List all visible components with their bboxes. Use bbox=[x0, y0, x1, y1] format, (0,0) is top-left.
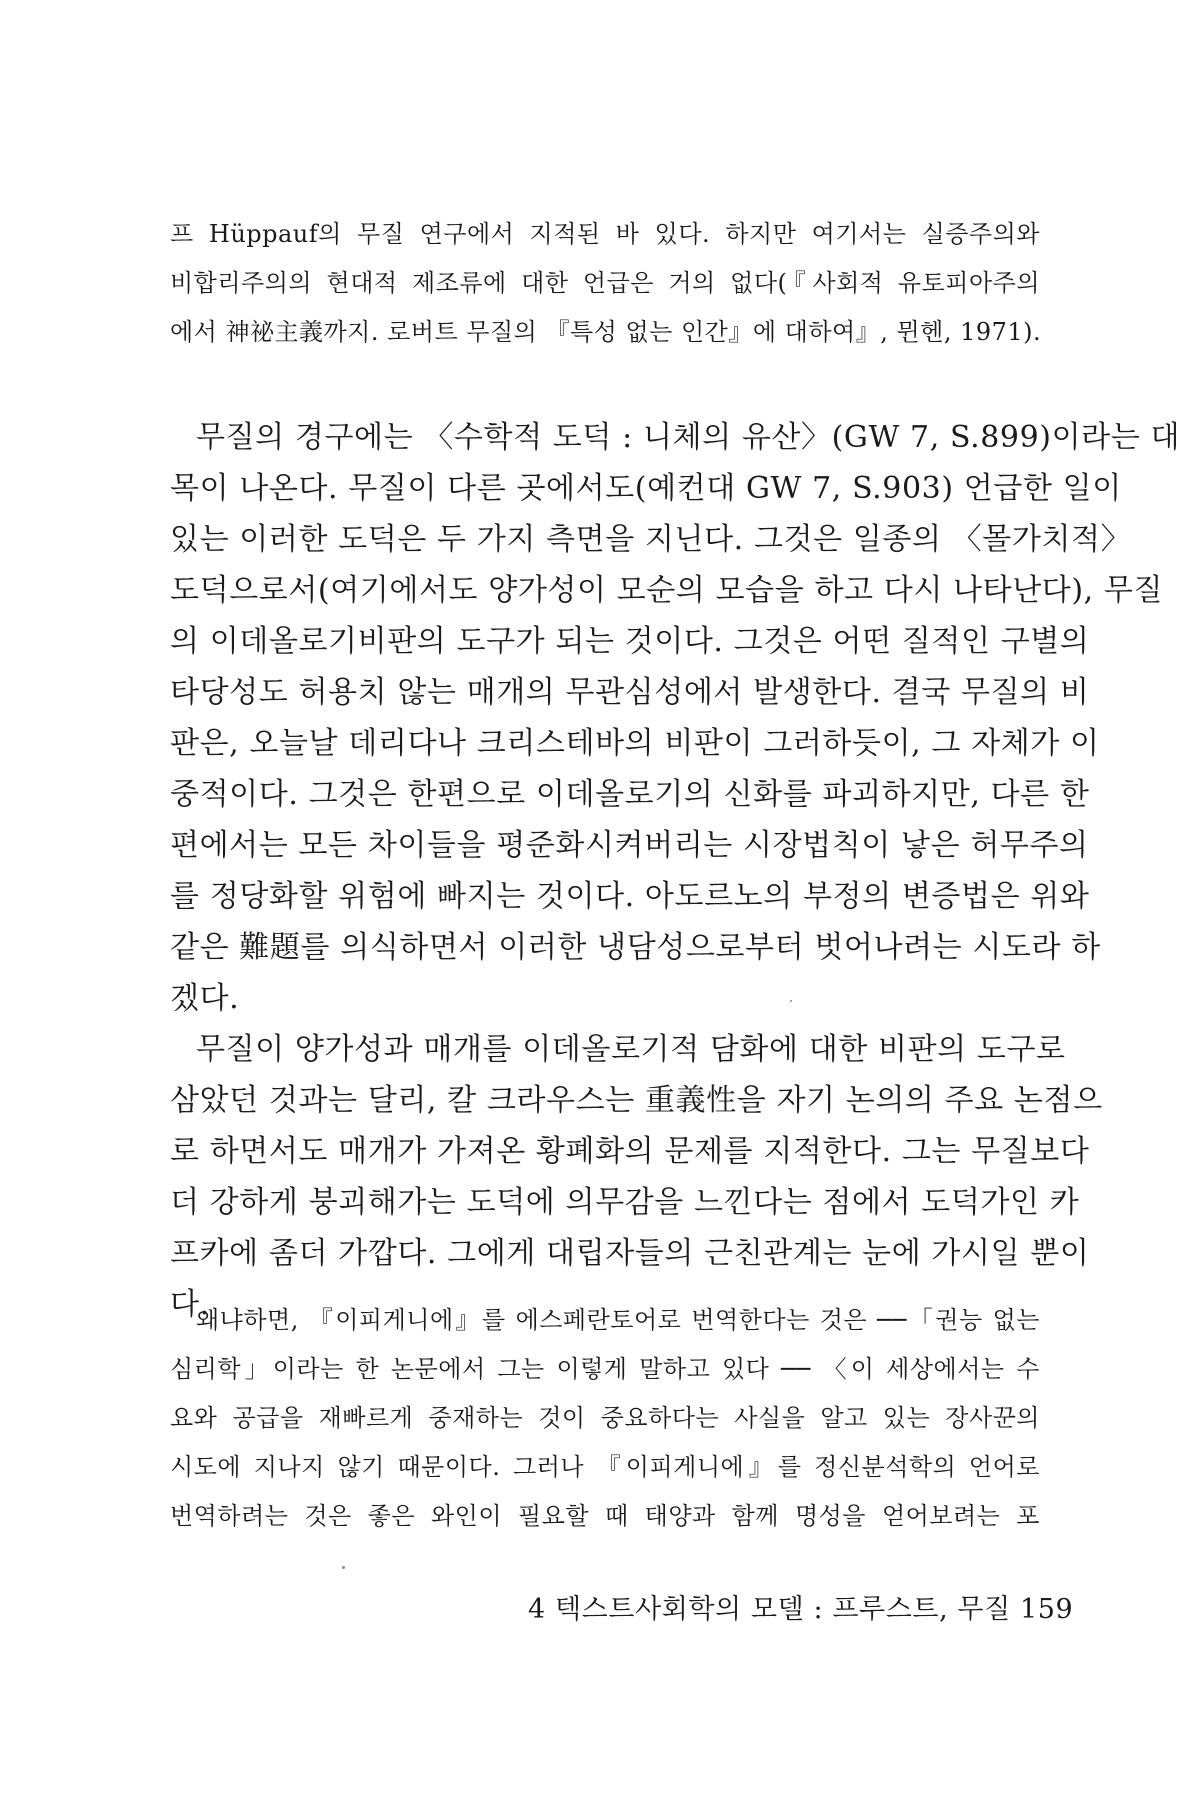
top-footnote-continuation bbox=[170, 210, 1040, 357]
text-line: 목이 나온다. 무질이 다른 곳에서도(예컨대 GW 7, S.903) 언급한 일이 bbox=[170, 471, 1122, 506]
text-line: 요와 공급을 재빠르게 중재하는 것이 중요하다는 사실을 알고 있는 장사꾼의 bbox=[170, 1404, 1040, 1432]
text-line: 같은 難題를 의식하면서 이러한 냉담성으로부터 벗어나려는 시도라 하 bbox=[170, 930, 1101, 965]
text-line: 의 이데올로기비판의 도구가 되는 것이다. 그것은 어떤 질적인 구별의 bbox=[170, 624, 1090, 659]
running-head: 4 텍스트사회학의 모델 : 프루스트, 무질 bbox=[528, 1594, 1011, 1625]
main-paragraph-1 bbox=[170, 412, 1181, 1024]
main-paragraph-2 bbox=[170, 1024, 1103, 1330]
text-line: 도덕으로서(여기에서도 양가성이 모순의 모습을 하고 다시 나타난다), 무질 bbox=[170, 573, 1164, 608]
text-line: 더 강하게 붕괴해가는 도덕에 의무감을 느낀다는 점에서 도덕가인 카 bbox=[170, 1185, 1080, 1220]
text-line: 프카에 좀더 가깝다. 그에게 대립자들의 근친관계는 눈에 가시일 뿐이 bbox=[170, 1236, 1090, 1271]
text-line: 무질이 양가성과 매개를 이데올로기적 담화에 대한 비판의 도구로 bbox=[196, 1032, 1066, 1067]
text-line: 편에서는 모든 차이들을 평준화시켜버리는 시장법칙이 낳은 허무주의 bbox=[170, 828, 1089, 863]
page-footer bbox=[528, 1590, 1074, 1630]
bottom-footnote bbox=[170, 1296, 1040, 1541]
page-number: 159 bbox=[1020, 1594, 1074, 1625]
text-line: 왜냐하면, 『이피게니에』를 에스페란토어로 번역한다는 것은 ──「권능 없는 bbox=[196, 1306, 1040, 1334]
text-line: 있는 이러한 도덕은 두 가지 측면을 지닌다. 그것은 일종의 〈몰가치적〉 bbox=[170, 522, 1132, 557]
text-line: 다. bbox=[170, 1287, 210, 1322]
text-line: 중적이다. 그것은 한편으로 이데올로기의 신화를 파괴하지만, 다른 한 bbox=[170, 777, 1090, 812]
text-line: 심리학」이라는 한 논문에서 그는 이렇게 말하고 있다 ── 〈이 세상에서는 수 bbox=[170, 1355, 1040, 1383]
text-line: 번역하려는 것은 좋은 와인이 필요할 때 태양과 함께 명성을 얻어보려는 포 bbox=[170, 1502, 1040, 1530]
text-line: 시도에 지나지 않기 때문이다. 그러나 『이피게니에』를 정신분석학의 언어로 bbox=[170, 1453, 1040, 1481]
text-line: 를 정당화할 위험에 빠지는 것이다. 아도르노의 부정의 변증법은 위와 bbox=[170, 879, 1090, 914]
text-line: 판은, 오늘날 데리다나 크리스테바의 비판이 그러하듯이, 그 자체가 이 bbox=[170, 726, 1100, 761]
text-line: 로 하면서도 매개가 가져온 황폐화의 문제를 지적한다. 그는 무질보다 bbox=[170, 1134, 1090, 1169]
text-line: 비합리주의의 현대적 제조류에 대한 언급은 거의 없다(『사회적 유토피아주의 bbox=[170, 269, 1040, 297]
scan-speck bbox=[790, 1000, 792, 1002]
text-line: 타당성도 허용치 않는 매개의 무관심성에서 발생한다. 결국 무질의 비 bbox=[170, 675, 1090, 710]
scan-speck bbox=[342, 1566, 345, 1569]
text-line: 프 Hüppauf의 무질 연구에서 지적된 바 있다. 하지만 여기서는 실증주의와 bbox=[170, 220, 1040, 248]
text-line: 무질의 경구에는 〈수학적 도덕 : 니체의 유산〉(GW 7, S.899)이라는 대 bbox=[196, 420, 1181, 455]
text-line: 삼았던 것과는 달리, 칼 크라우스는 重義性을 자기 논의의 주요 논점으 bbox=[170, 1083, 1103, 1118]
text-line: 에서 神祕主義까지. 로버트 무질의 『특성 없는 인간』에 대하여』, 뮌헨, 1971). bbox=[170, 318, 1042, 346]
text-line: 겠다. bbox=[170, 981, 240, 1016]
